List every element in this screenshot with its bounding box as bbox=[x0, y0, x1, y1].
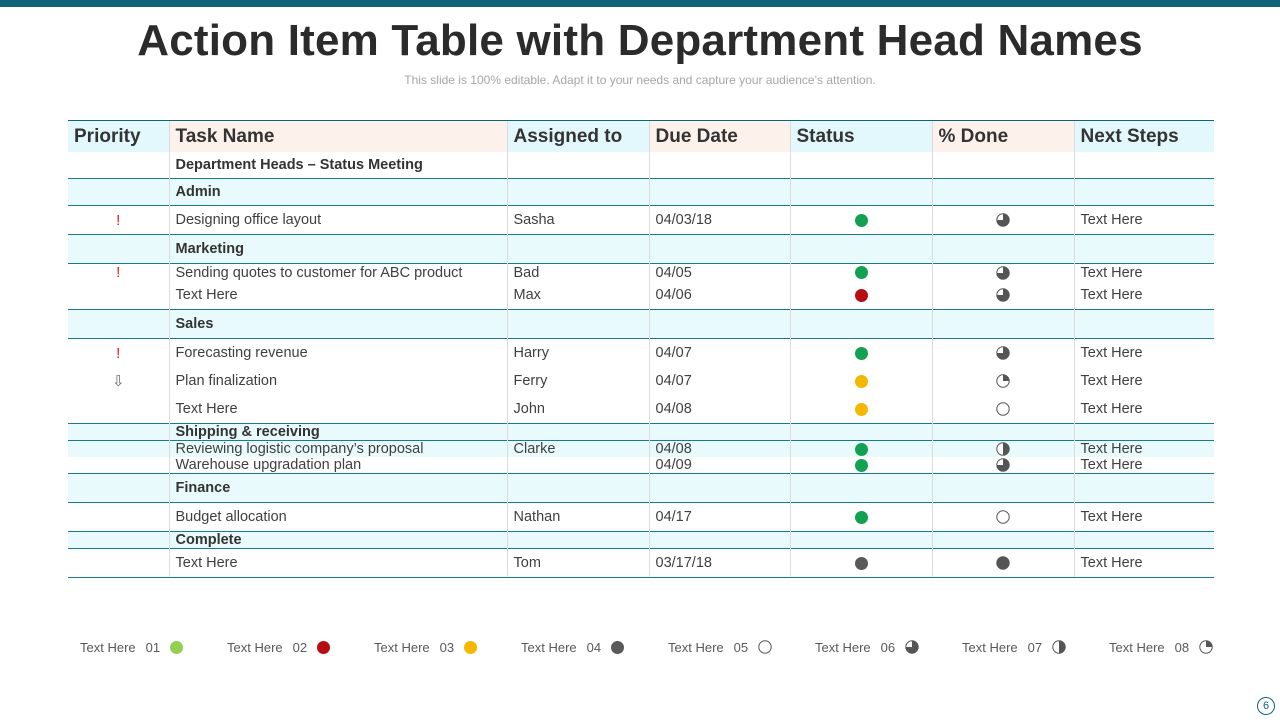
status-green-dot-icon bbox=[855, 459, 868, 472]
section-row bbox=[68, 235, 1214, 264]
legend-number: 04 bbox=[586, 639, 602, 655]
percent-done-cell bbox=[932, 264, 1074, 282]
due-date-cell: 04/07 bbox=[649, 367, 790, 395]
table-row bbox=[68, 206, 1214, 235]
next-steps-cell: Text Here bbox=[1074, 206, 1214, 235]
legend-label: Text Here bbox=[374, 639, 430, 655]
task-name-cell: Reviewing logistic company’s proposal bbox=[169, 441, 507, 458]
percent-done-cell bbox=[932, 179, 1074, 206]
assigned-to-cell: Sasha bbox=[507, 206, 649, 235]
legend-number: 05 bbox=[733, 639, 749, 655]
header-due-date: Due Date bbox=[649, 121, 790, 153]
table-row bbox=[68, 281, 1214, 310]
next-steps-cell bbox=[1074, 474, 1214, 503]
next-steps-cell: Text Here bbox=[1074, 441, 1214, 458]
legend-label: Text Here bbox=[80, 639, 136, 655]
legend-label: Text Here bbox=[815, 639, 871, 655]
legend-item bbox=[962, 637, 1066, 657]
status-cell bbox=[790, 503, 932, 532]
status-green-dot-icon bbox=[855, 443, 868, 456]
header-priority: Priority bbox=[68, 121, 169, 153]
legend-item bbox=[521, 637, 624, 657]
table-row bbox=[68, 457, 1214, 474]
priority-cell bbox=[68, 532, 169, 549]
assigned-to-cell bbox=[507, 310, 649, 339]
due-date-cell: 04/05 bbox=[649, 264, 790, 282]
due-date-cell: 04/17 bbox=[649, 503, 790, 532]
task-name-cell: Admin bbox=[169, 179, 507, 206]
task-name-cell: Complete bbox=[169, 532, 507, 549]
assigned-to-cell bbox=[507, 424, 649, 441]
slide-title: Action Item Table with Department Head Names bbox=[137, 16, 1143, 65]
task-name-cell: Designing office layout bbox=[169, 206, 507, 235]
due-date-cell bbox=[649, 235, 790, 264]
status-cell bbox=[790, 152, 932, 179]
due-date-cell bbox=[649, 179, 790, 206]
percent-done-cell bbox=[932, 206, 1074, 235]
status-red-dot-icon bbox=[855, 289, 868, 302]
progress-pie-icon bbox=[996, 345, 1010, 361]
table-row bbox=[68, 549, 1214, 578]
table-body bbox=[68, 152, 1214, 578]
status-cell bbox=[790, 367, 932, 395]
header-percent-done: % Done bbox=[932, 121, 1074, 153]
section-row bbox=[68, 474, 1214, 503]
due-date-cell bbox=[649, 474, 790, 503]
header-next-steps: Next Steps bbox=[1074, 121, 1214, 153]
next-steps-cell: Text Here bbox=[1074, 339, 1214, 368]
task-name-cell: Text Here bbox=[169, 281, 507, 310]
task-name-cell: Finance bbox=[169, 474, 507, 503]
legend-label: Text Here bbox=[668, 639, 724, 655]
due-date-cell: 04/06 bbox=[649, 281, 790, 310]
priority-cell bbox=[68, 503, 169, 532]
progress-pie-icon bbox=[996, 509, 1010, 525]
table-row bbox=[68, 339, 1214, 368]
legend-number: 08 bbox=[1174, 639, 1190, 655]
next-steps-cell: Text Here bbox=[1074, 395, 1214, 424]
legend-dot-icon bbox=[464, 641, 477, 654]
percent-done-cell bbox=[932, 395, 1074, 424]
status-yellow-dot-icon bbox=[855, 375, 868, 388]
task-name-cell: Sales bbox=[169, 310, 507, 339]
status-cell bbox=[790, 532, 932, 549]
table-header-row bbox=[68, 121, 1214, 153]
next-steps-cell bbox=[1074, 179, 1214, 206]
percent-done-cell bbox=[932, 457, 1074, 474]
header-assigned-to: Assigned to bbox=[507, 121, 649, 153]
assigned-to-cell bbox=[507, 457, 649, 474]
assigned-to-cell: Clarke bbox=[507, 441, 649, 458]
legend-pie-icon bbox=[1199, 640, 1213, 654]
task-name-cell: Sending quotes to customer for ABC product bbox=[169, 264, 507, 282]
status-cell bbox=[790, 395, 932, 424]
percent-done-cell bbox=[932, 424, 1074, 441]
next-steps-cell bbox=[1074, 235, 1214, 264]
assigned-to-cell: Bad bbox=[507, 264, 649, 282]
due-date-cell: 03/17/18 bbox=[649, 549, 790, 578]
due-date-cell: 04/07 bbox=[649, 339, 790, 368]
status-cell bbox=[790, 339, 932, 368]
status-cell bbox=[790, 264, 932, 282]
percent-done-cell bbox=[932, 339, 1074, 368]
percent-done-cell bbox=[932, 441, 1074, 458]
section-row bbox=[68, 424, 1214, 441]
action-item-table bbox=[68, 120, 1214, 578]
next-steps-cell bbox=[1074, 532, 1214, 549]
task-name-cell: Marketing bbox=[169, 235, 507, 264]
table-row bbox=[68, 264, 1214, 282]
slide-subtitle: This slide is 100% editable. Adapt it to your needs and capture your audience’s attention. bbox=[404, 73, 876, 87]
legend-dot-icon bbox=[317, 641, 330, 654]
next-steps-cell: Text Here bbox=[1074, 264, 1214, 282]
priority-cell bbox=[68, 457, 169, 474]
legend-item bbox=[227, 637, 330, 657]
table-row bbox=[68, 395, 1214, 424]
assigned-to-cell bbox=[507, 474, 649, 503]
task-name-cell: Warehouse upgradation plan bbox=[169, 457, 507, 474]
priority-cell bbox=[68, 474, 169, 503]
progress-pie-icon bbox=[996, 212, 1010, 228]
priority-cell bbox=[68, 179, 169, 206]
assigned-to-cell: Harry bbox=[507, 339, 649, 368]
assigned-to-cell bbox=[507, 235, 649, 264]
next-steps-cell: Text Here bbox=[1074, 281, 1214, 310]
legend-pie-icon bbox=[905, 640, 919, 654]
legend-dot-icon bbox=[611, 641, 624, 654]
legend-number: 02 bbox=[292, 639, 308, 655]
priority-cell bbox=[68, 152, 169, 179]
next-steps-cell: Text Here bbox=[1074, 503, 1214, 532]
due-date-cell bbox=[649, 424, 790, 441]
legend-number: 01 bbox=[145, 639, 161, 655]
progress-pie-icon bbox=[996, 287, 1010, 303]
legend-label: Text Here bbox=[1109, 639, 1165, 655]
status-green-dot-icon bbox=[855, 347, 868, 360]
table-row bbox=[68, 367, 1214, 395]
legend-item bbox=[668, 637, 772, 657]
priority-cell: ! bbox=[68, 264, 169, 282]
status-cell bbox=[790, 441, 932, 458]
legend-label: Text Here bbox=[227, 639, 283, 655]
progress-pie-icon bbox=[996, 401, 1010, 417]
due-date-cell: 04/09 bbox=[649, 457, 790, 474]
due-date-cell: 04/03/18 bbox=[649, 206, 790, 235]
header-status: Status bbox=[790, 121, 932, 153]
status-dark-dot-icon bbox=[855, 557, 868, 570]
section-row bbox=[68, 152, 1214, 179]
status-green-dot-icon bbox=[855, 266, 868, 279]
percent-done-cell bbox=[932, 549, 1074, 578]
status-cell bbox=[790, 281, 932, 310]
legend-label: Text Here bbox=[962, 639, 1018, 655]
percent-done-cell bbox=[932, 235, 1074, 264]
legend-item bbox=[1109, 637, 1213, 657]
priority-cell bbox=[68, 549, 169, 578]
status-cell bbox=[790, 310, 932, 339]
progress-pie-icon bbox=[996, 373, 1010, 389]
next-steps-cell bbox=[1074, 310, 1214, 339]
status-cell bbox=[790, 424, 932, 441]
status-green-dot-icon bbox=[855, 511, 868, 524]
percent-done-cell bbox=[932, 474, 1074, 503]
next-steps-cell bbox=[1074, 424, 1214, 441]
legend-dot-icon bbox=[170, 641, 183, 654]
next-steps-cell: Text Here bbox=[1074, 367, 1214, 395]
priority-cell: ⇩ bbox=[111, 373, 125, 390]
task-name-cell: Shipping & receiving bbox=[169, 424, 507, 441]
progress-pie-icon bbox=[996, 555, 1010, 571]
percent-done-cell bbox=[932, 532, 1074, 549]
task-name-cell: Department Heads – Status Meeting bbox=[169, 152, 507, 179]
percent-done-cell bbox=[932, 503, 1074, 532]
priority-cell bbox=[68, 235, 169, 264]
priority-cell: ! bbox=[68, 339, 169, 368]
legend-item bbox=[815, 637, 919, 657]
page-number: 6 bbox=[1257, 697, 1275, 715]
percent-done-cell bbox=[932, 367, 1074, 395]
priority-cell bbox=[68, 424, 169, 441]
legend-number: 06 bbox=[880, 639, 896, 655]
next-steps-cell bbox=[1074, 152, 1214, 179]
percent-done-cell bbox=[932, 152, 1074, 179]
assigned-to-cell bbox=[507, 532, 649, 549]
task-name-cell: Plan finalization bbox=[169, 367, 507, 395]
header-task-name: Task Name bbox=[169, 121, 507, 153]
percent-done-cell bbox=[932, 310, 1074, 339]
table-row bbox=[68, 441, 1214, 458]
task-name-cell: Budget allocation bbox=[169, 503, 507, 532]
top-accent-bar bbox=[0, 0, 1280, 7]
priority-cell bbox=[68, 310, 169, 339]
task-name-cell: Text Here bbox=[169, 549, 507, 578]
table-row bbox=[68, 503, 1214, 532]
due-date-cell bbox=[649, 532, 790, 549]
status-legend bbox=[68, 637, 1214, 657]
due-date-cell bbox=[649, 310, 790, 339]
task-name-cell: Forecasting revenue bbox=[169, 339, 507, 368]
assigned-to-cell bbox=[507, 152, 649, 179]
assigned-to-cell: Nathan bbox=[507, 503, 649, 532]
status-green-dot-icon bbox=[855, 214, 868, 227]
legend-item bbox=[80, 637, 183, 657]
status-cell bbox=[790, 206, 932, 235]
priority-cell: ! bbox=[68, 206, 169, 235]
legend-label: Text Here bbox=[521, 639, 577, 655]
percent-done-cell bbox=[932, 281, 1074, 310]
progress-pie-icon bbox=[996, 265, 1010, 281]
priority-cell bbox=[68, 441, 169, 458]
status-cell bbox=[790, 235, 932, 264]
status-cell bbox=[790, 457, 932, 474]
section-row bbox=[68, 532, 1214, 549]
progress-pie-icon bbox=[996, 441, 1010, 457]
task-name-cell: Text Here bbox=[169, 395, 507, 424]
status-cell bbox=[790, 179, 932, 206]
status-cell bbox=[790, 474, 932, 503]
assigned-to-cell: Tom bbox=[507, 549, 649, 578]
legend-pie-icon bbox=[1052, 640, 1066, 654]
legend-number: 07 bbox=[1027, 639, 1043, 655]
status-yellow-dot-icon bbox=[855, 403, 868, 416]
section-row bbox=[68, 179, 1214, 206]
section-row bbox=[68, 310, 1214, 339]
assigned-to-cell: Max bbox=[507, 281, 649, 310]
next-steps-cell: Text Here bbox=[1074, 549, 1214, 578]
assigned-to-cell: John bbox=[507, 395, 649, 424]
due-date-cell: 04/08 bbox=[649, 395, 790, 424]
priority-cell bbox=[68, 395, 169, 424]
legend-item bbox=[374, 637, 477, 657]
due-date-cell bbox=[649, 152, 790, 179]
assigned-to-cell bbox=[507, 179, 649, 206]
due-date-cell: 04/08 bbox=[649, 441, 790, 458]
legend-pie-icon bbox=[758, 640, 772, 654]
progress-pie-icon bbox=[996, 457, 1010, 473]
status-cell bbox=[790, 549, 932, 578]
assigned-to-cell: Ferry bbox=[507, 367, 649, 395]
priority-cell bbox=[68, 281, 169, 310]
next-steps-cell: Text Here bbox=[1074, 457, 1214, 474]
legend-number: 03 bbox=[439, 639, 455, 655]
